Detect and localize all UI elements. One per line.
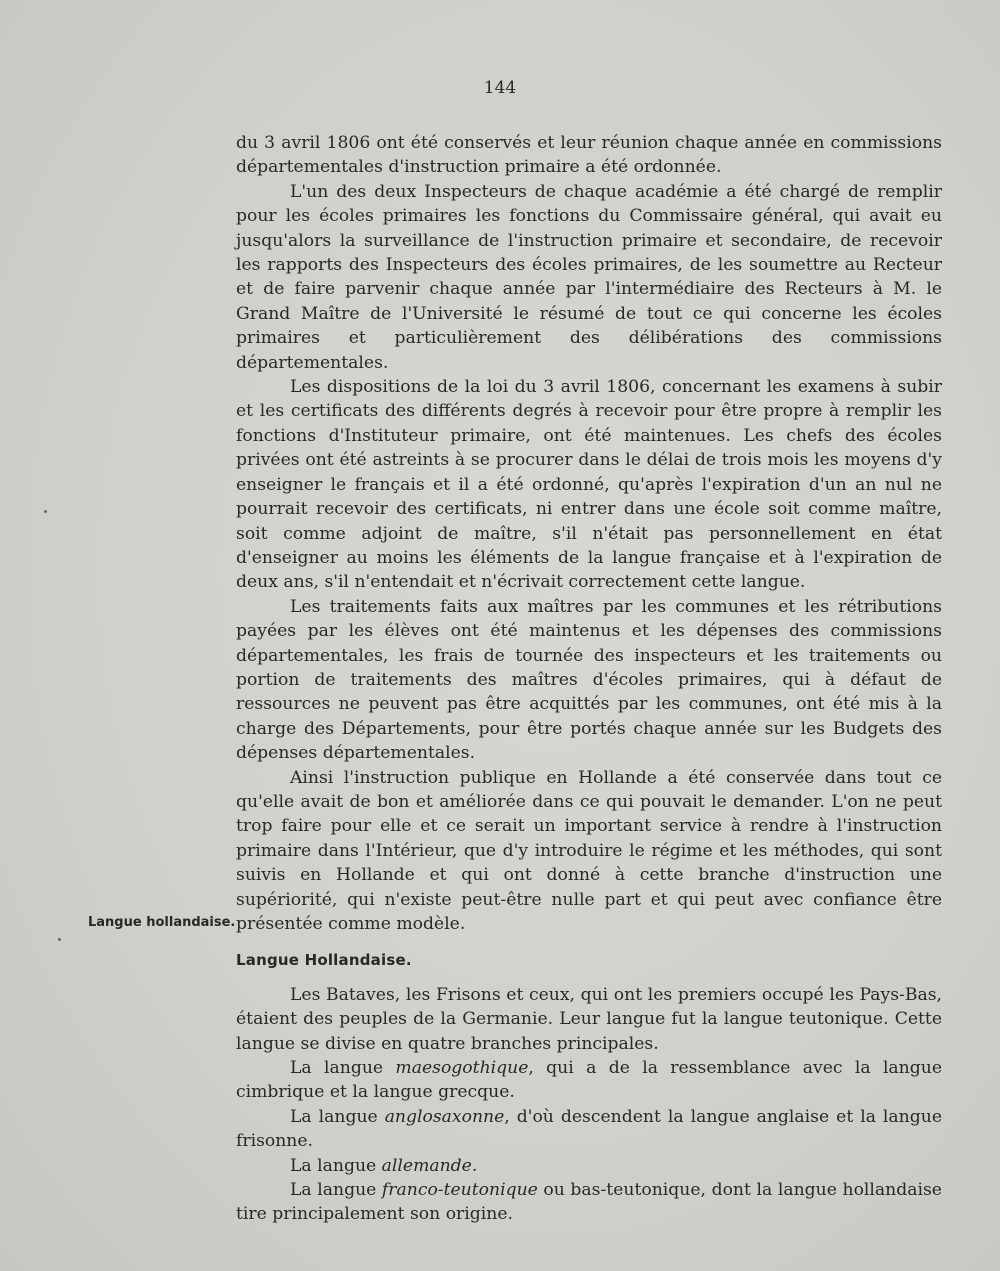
text-run: La langue bbox=[290, 1180, 382, 1201]
paragraph-conclusion: Ainsi l'instruction publique en Hollande a été conservée dans tout ce qu'elle avait de bon et améliorée dans ce qui pouvait le demander. L'on ne peut trop faire pour elle et ce serait un important service à rendre à l'instruction primaire dans l'Intérieur, que d'y introduire le régime et les méthodes, qui sont suivis en Hollande et qui ont donné à cette branche d'instruction une supériorité, qui n'existe peut-être nulle part et qui peut avec confiance être présentée comme modèle. bbox=[236, 767, 942, 934]
paper-speck bbox=[58, 938, 61, 941]
text-run: La langue bbox=[290, 1155, 382, 1176]
text-run: , d'où descendent la langue anglaise et la langue frisonne. bbox=[236, 1106, 942, 1152]
margin-note: Langue hollandaise. bbox=[88, 915, 236, 930]
paper-speck bbox=[44, 510, 47, 513]
italic-term: anglosaxonne bbox=[384, 1106, 505, 1127]
text-run: , qui a de la ressemblance avec la langue cimbrique et la langue grecque. bbox=[236, 1058, 942, 1103]
italic-term: maesogothique bbox=[395, 1058, 529, 1079]
paragraph-inspecteurs: L'un des deux Inspecteurs de chaque académie a été chargé de remplir pour les écoles primaires les fonctions du Commissaire général, qui avait eu jusqu'alors la surveillance de l'instruction primaire et secondaire, de recevoir les rapports des Inspecteurs des écoles primaires, de les soumettre au Recteur et de faire parvenir chaque année par l'intermédiaire des Recteurs à M. le Grand Maître de l'Université le résumé de tout ce qui concerne les écoles primaires et particulièrement des délibérations des commissions départementales. bbox=[236, 181, 942, 373]
body-text bbox=[236, 131, 942, 1227]
paragraph-traitements: Les traitements faits aux maîtres par les communes et les rétributions payées par les élèves ont été maintenus et les dépenses des commissions départementales, les frais de tournée des inspecteurs et les traitements ou portion de traitements des maîtres d'écoles primaires, qui à défaut de ressources ne peuvent pas être acquittés par les communes, ont été mis à la charge des Départements, pour être portés chaque année sur les Budgets des dépenses départementales. bbox=[236, 596, 942, 764]
paragraph-maesogothique bbox=[236, 1056, 942, 1105]
paragraph-allemande bbox=[236, 1154, 942, 1178]
section-heading: Langue Hollandaise. bbox=[236, 951, 412, 970]
text-run: ou bas-teutonique, dont la langue hollandaise tire principalement son origine. bbox=[236, 1180, 942, 1225]
paragraph-anglosaxonne bbox=[236, 1105, 942, 1154]
paragraph-continuation: du 3 avril 1806 ont été conservés et leur réunion chaque année en commissions départementales d'instruction primaire a été ordonnée. bbox=[236, 133, 942, 178]
paragraph-bataves: Les Bataves, les Frisons et ceux, qui ont les premiers occupé les Pays-Bas, étaient des peuples de la Germanie. Leur langue fut la langue teutonique. Cette langue se divise en quatre branches principales. bbox=[236, 984, 942, 1054]
paragraph-franco-teutonique bbox=[236, 1178, 942, 1227]
italic-term: allemande. bbox=[381, 1155, 478, 1176]
paragraph-dispositions: Les dispositions de la loi du 3 avril 1806, concernant les examens à subir et les certificats des différents degrés à recevoir pour être propre à remplir les fonctions d'Instituteur primaire, ont été maintenues. Les chefs des écoles privées ont été astreints à se procurer dans le délai de trois mois les moyens d'y enseigner le français et il a été ordonné, qu'après l'expiration d'un an nul ne pourrait recevoir des certificats, ni entrer dans une école soit comme maître, soit comme adjoint de maître, s'il n'était pas personnellement en état d'enseigner au moins les éléments de la langue française et à l'expiration de deux ans, s'il n'entendait et n'écrivait correctement cette langue. bbox=[236, 377, 942, 593]
page-number: 144 bbox=[483, 78, 517, 98]
text-run: La langue bbox=[290, 1058, 396, 1079]
italic-term: franco-teutonique bbox=[381, 1180, 538, 1201]
text-run: La langue bbox=[290, 1106, 385, 1127]
